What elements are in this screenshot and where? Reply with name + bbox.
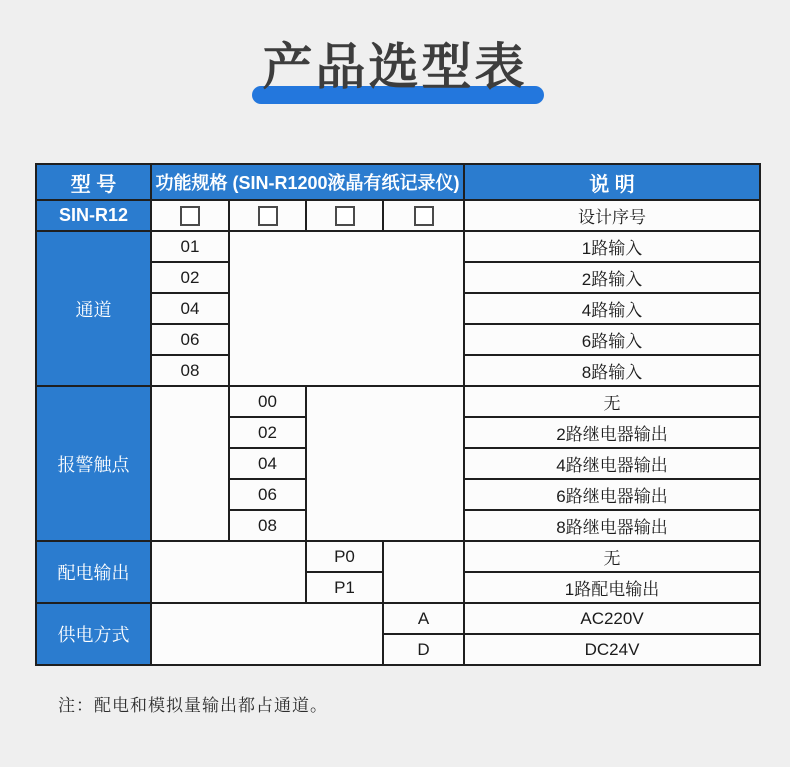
code-cell: 08 [151,355,229,386]
code-cell: 01 [151,231,229,262]
code-cell: P1 [306,572,383,603]
table-row [36,541,760,572]
empty-cell [151,541,306,603]
code-cell: 06 [229,479,306,510]
code-cell: 06 [151,324,229,355]
empty-cell [151,603,383,665]
table-row [36,603,760,634]
desc-cell: DC24V [464,634,760,665]
desc-cell: 6路继电器输出 [464,479,760,510]
code-cell: 00 [229,386,306,417]
section-power-output-label: 配电输出 [36,541,151,603]
page-title-block [0,39,790,112]
empty-cell [229,231,464,386]
design-digit-cell [383,200,464,231]
footnote: 注：配电和模拟量输出都占通道。 [58,696,328,715]
section-alarm-label: 报警触点 [36,386,151,541]
design-digit-cell [229,200,306,231]
desc-cell: 4路继电器输出 [464,448,760,479]
design-digit-cell [151,200,229,231]
code-cell: 02 [151,262,229,293]
table-row [36,231,760,262]
code-cell: 04 [151,293,229,324]
code-cell: 08 [229,510,306,541]
desc-cell: 无 [464,541,760,572]
desc-cell: 6路输入 [464,324,760,355]
desc-cell: 无 [464,386,760,417]
code-cell: 02 [229,417,306,448]
header-spec: 功能规格 (SIN-R1200液晶有纸记录仪) [151,164,464,200]
desc-cell: 2路输入 [464,262,760,293]
desc-cell: 1路输入 [464,231,760,262]
desc-cell: 1路配电输出 [464,572,760,603]
desc-cell: 8路输入 [464,355,760,386]
header-description: 说 明 [464,164,760,200]
empty-cell [151,386,229,541]
model-cell: SIN-R12 [36,200,151,231]
checkbox-icon [258,206,278,226]
empty-cell [306,386,464,541]
page-title: 产品选型表 [262,39,528,95]
desc-cell: 8路继电器输出 [464,510,760,541]
checkbox-icon [180,206,200,226]
empty-cell [383,541,464,603]
code-cell: D [383,634,464,665]
product-selection-table [35,163,761,666]
code-cell: A [383,603,464,634]
header-model: 型 号 [36,164,151,200]
desc-cell: 4路输入 [464,293,760,324]
table-header-row [36,164,760,200]
design-digit-cell [306,200,383,231]
checkbox-icon [335,206,355,226]
design-desc-cell: 设计序号 [464,200,760,231]
checkbox-icon [414,206,434,226]
code-cell: 04 [229,448,306,479]
section-supply-label: 供电方式 [36,603,151,665]
desc-cell: 2路继电器输出 [464,417,760,448]
model-row [36,200,760,231]
desc-cell: AC220V [464,603,760,634]
table-row [36,386,760,417]
section-channels-label: 通道 [36,231,151,386]
code-cell: P0 [306,541,383,572]
